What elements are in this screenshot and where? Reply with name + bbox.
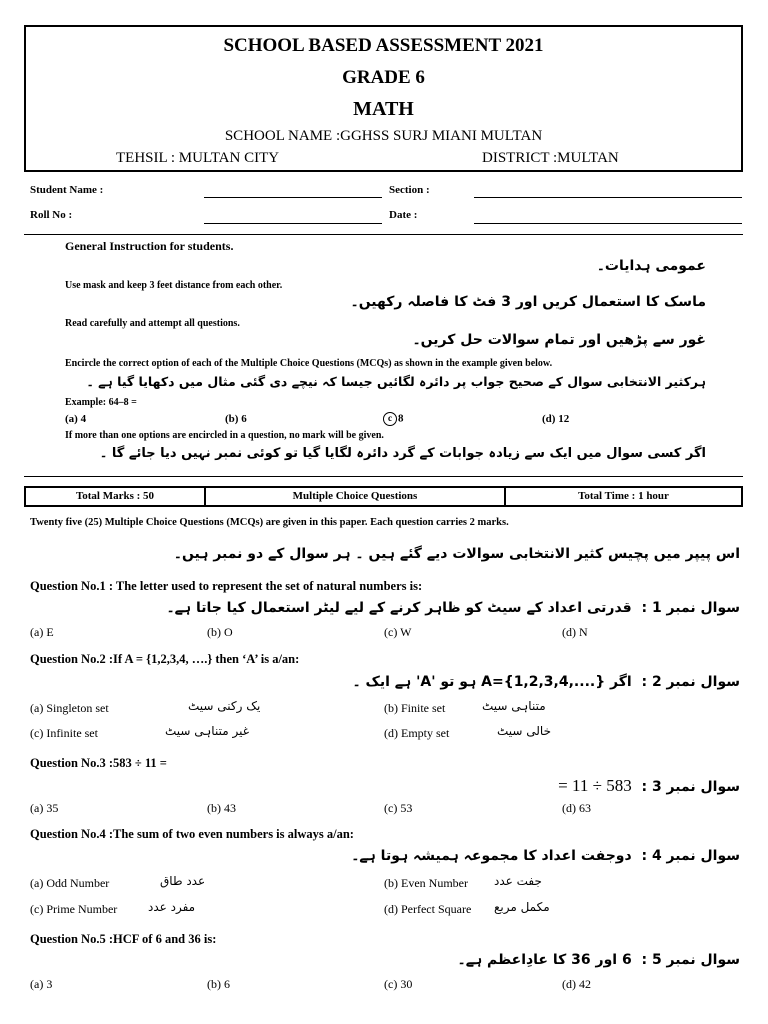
instruction-mask-urdu: ماسک کا استعمال کریں اور 3 فٹ کا فاصلہ رکھیں۔ xyxy=(350,294,706,310)
example-option-c: c 8 xyxy=(383,412,404,426)
subject-title: MATH xyxy=(353,98,414,120)
instructions-heading-urdu: عمومی ہدایات۔ xyxy=(596,258,706,274)
question-5: Question No.5 :HCF of 6 and 36 is: xyxy=(30,932,217,946)
q3-option-c[interactable]: (c) 53 xyxy=(384,801,413,815)
question-4: Question No.4 :The sum of two even numbers is always a/an: xyxy=(30,827,354,841)
question-4-urdu: سوال نمبر 4 : دوجفت اعداد کا مجموعہ ہمیشہ ہوتا ہے۔ xyxy=(351,848,740,864)
instructions-heading: General Instruction for students. xyxy=(65,239,234,253)
student-name-label: Student Name : xyxy=(30,184,104,196)
section-label: Section : xyxy=(389,184,430,196)
example-question: Example: 64–8 = xyxy=(65,397,137,408)
student-name-field[interactable] xyxy=(204,197,382,198)
q5-option-a[interactable]: (a) 3 xyxy=(30,977,53,991)
q3-option-a[interactable]: (a) 35 xyxy=(30,801,59,815)
question-2: Question No.2 :If A = {1,2,3,4, ….} then ‘A’ is a/an: xyxy=(30,652,300,666)
q2-option-d-urdu: خالی سیٹ xyxy=(497,724,552,738)
section-type: Multiple Choice Questions xyxy=(206,488,506,505)
q2-option-a-urdu: یک رکنی سیٹ xyxy=(188,699,261,713)
question-1-urdu: سوال نمبر 1 : قدرتی اعداد کے سیٹ کو ظاہر کرنے کے لیے لیٹر استعمال کیا جاتا ہے۔ xyxy=(166,600,740,616)
header-box xyxy=(24,25,743,172)
mcq-intro-urdu: اس پیپر میں پچیس کثیر الانتخابی سوالات دیے گئے ہیں ۔ ہر سوال کے دو نمبر ہیں۔ xyxy=(173,546,740,562)
roll-no-label: Roll No : xyxy=(30,209,73,221)
q4-option-b-urdu: جفت عدد xyxy=(494,874,542,888)
q2-option-a[interactable]: (a) Singleton set xyxy=(30,701,109,715)
instruction-encircle: Encircle the correct option of each of the Multiple Choice Questions (MCQs) as shown in the example given below. xyxy=(65,358,553,369)
circled-option-marker: c xyxy=(383,412,397,426)
q4-option-d[interactable]: (d) Perfect Square xyxy=(384,902,472,916)
school-name: SCHOOL NAME :GGHSS SURJ MIANI MULTAN xyxy=(224,128,543,144)
q4-option-b[interactable]: (b) Even Number xyxy=(384,876,468,890)
q5-option-b[interactable]: (b) 6 xyxy=(207,977,230,991)
instruction-read: Read carefully and attempt all questions. xyxy=(65,318,240,329)
question-5-urdu: سوال نمبر 5 : 6 اور 36 کا عادِاعظم ہے۔ xyxy=(457,952,740,968)
total-time: Total Time : 1 hour xyxy=(578,490,669,502)
grade-title: GRADE 6 xyxy=(342,67,425,88)
total-marks: Total Marks : 50 xyxy=(26,488,206,505)
example-option-d: (d) 12 xyxy=(542,413,570,425)
q5-option-c[interactable]: (c) 30 xyxy=(384,977,413,991)
instruction-more-urdu: اگر کسی سوال میں ایک سے زیادہ جوابات کے گرد دائرہ لگایا گیا تو کوئی نمبر نہیں دیا جائے گا ۔ xyxy=(99,446,706,461)
q4-option-a[interactable]: (a) Odd Number xyxy=(30,876,110,890)
question-3-urdu: سوال نمبر 3 : 583 ÷ 11 = xyxy=(558,776,740,795)
roll-no-field[interactable] xyxy=(204,223,382,224)
q4-option-c-urdu: مفرد عدد xyxy=(148,900,196,914)
marks-bar xyxy=(24,486,743,507)
divider xyxy=(24,476,743,477)
q4-option-c[interactable]: (c) Prime Number xyxy=(30,902,118,916)
date-label: Date : xyxy=(389,209,418,221)
q4-option-d-urdu: مکمل مربع xyxy=(494,900,550,914)
instruction-mask: Use mask and keep 3 feet distance from each other. xyxy=(65,280,283,291)
q5-option-d[interactable]: (d) 42 xyxy=(562,977,591,991)
district: DISTRICT :MULTAN xyxy=(482,150,619,166)
q1-option-a[interactable]: (a) E xyxy=(30,625,54,639)
example-option-a: (a) 4 xyxy=(65,413,87,425)
q4-option-a-urdu: عدد طاق xyxy=(160,874,206,888)
exam-title: SCHOOL BASED ASSESSMENT 2021 xyxy=(223,35,544,56)
instruction-read-urdu: غور سے پڑھیں اور تمام سوالات حل کریں۔ xyxy=(412,332,706,348)
date-field[interactable] xyxy=(474,223,742,224)
question-1: Question No.1 : The letter used to represent the set of natural numbers is: xyxy=(30,579,423,593)
example-option-b: (b) 6 xyxy=(225,413,247,425)
q1-option-b[interactable]: (b) O xyxy=(207,625,233,639)
instruction-more: If more than one options are encircled in a question, no mark will be given. xyxy=(65,430,384,441)
q3-option-d[interactable]: (d) 63 xyxy=(562,801,591,815)
question-2-urdu: سوال نمبر 2 : اگر A={1,2,3,4,....} ہو تو 'A' ہے ایک ۔ xyxy=(352,674,740,690)
mcq-intro: Twenty five (25) Multiple Choice Questions (MCQs) are given in this paper. Each question carries 2 marks. xyxy=(30,517,509,528)
q2-option-c-urdu: غیر متناہی سیٹ xyxy=(165,724,249,738)
q2-option-b[interactable]: (b) Finite set xyxy=(384,701,446,715)
instruction-encircle-urdu: ہرکثیر الانتخابی سوال کے صحیح جواب پر دائرہ لگائیں جیسا کہ نیچے دی گئی مثال میں دکھایا گیا ہے ۔ xyxy=(86,374,706,389)
q3-option-b[interactable]: (b) 43 xyxy=(207,801,236,815)
divider xyxy=(24,234,743,235)
tehsil: TEHSIL : MULTAN CITY xyxy=(116,150,280,166)
q2-option-b-urdu: متناہی سیٹ xyxy=(482,699,546,713)
q2-option-c[interactable]: (c) Infinite set xyxy=(30,726,98,740)
q1-option-d[interactable]: (d) N xyxy=(562,625,588,639)
section-field[interactable] xyxy=(474,197,742,198)
q1-option-c[interactable]: (c) W xyxy=(384,625,412,639)
q2-option-d[interactable]: (d) Empty set xyxy=(384,726,450,740)
question-3: Question No.3 :583 ÷ 11 = xyxy=(30,756,167,770)
